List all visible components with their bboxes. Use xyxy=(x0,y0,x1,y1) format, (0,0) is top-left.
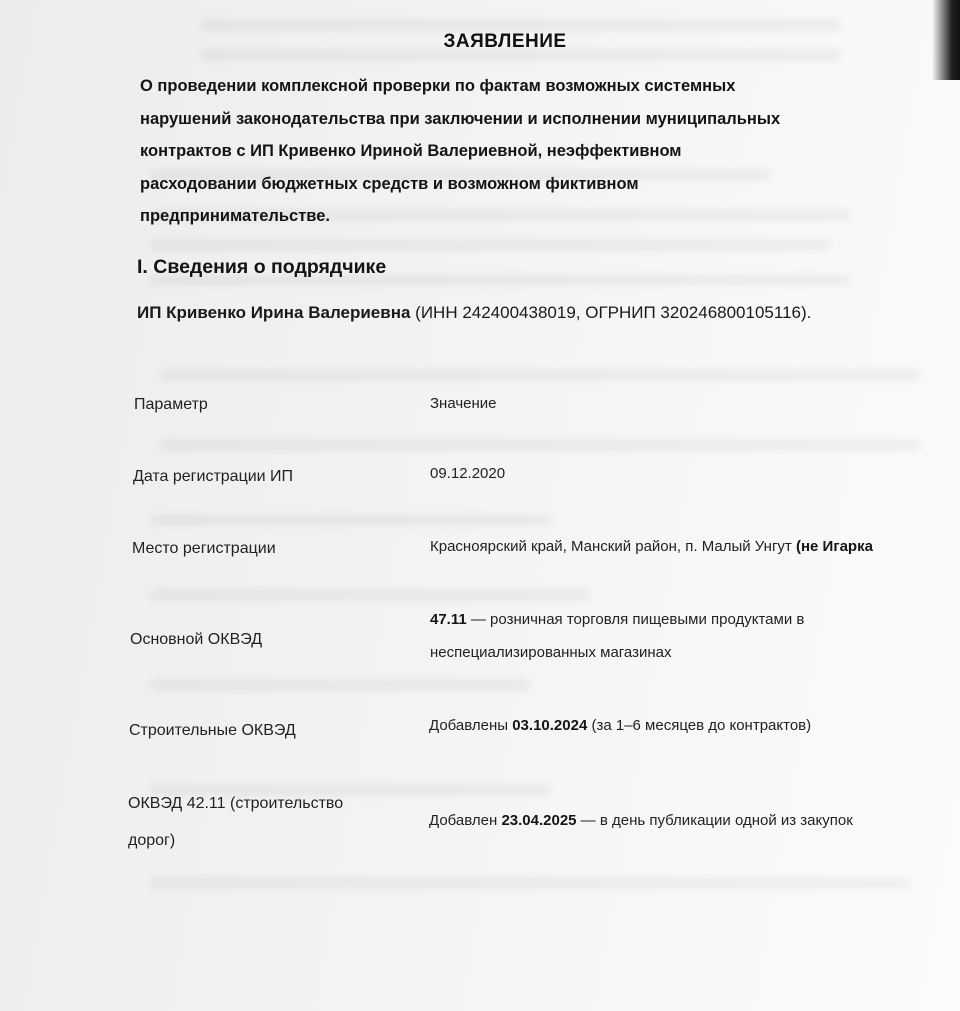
row-value-continued: неспециализированных магазинах xyxy=(430,644,672,661)
column-header-value: Значение xyxy=(430,395,497,412)
row-param: Дата регистрации ИП xyxy=(133,468,294,485)
row-value xyxy=(429,805,853,837)
document-subject: О проведении комплексной проверки по фактам возможных системных нарушений законодательства при заключении и исполнении муниципальных контрактов с ИП Кривенко Ириной Валериевной, неэффективном расходовании бюджетных средств и возможном фиктивном предпринимательстве. xyxy=(140,77,781,225)
row-value: 09.12.2020 xyxy=(430,465,506,482)
row-value-emphasis: (не Игарка xyxy=(795,538,873,555)
row-value-suffix: (за 1–6 месяцев до контрактов) xyxy=(587,717,812,734)
row-param-continued: дорог) xyxy=(128,832,176,849)
show-through-mark xyxy=(150,680,530,690)
row-value xyxy=(429,710,811,742)
row-value-prefix: Добавлены xyxy=(429,717,513,734)
row-value xyxy=(430,531,873,563)
show-through-mark xyxy=(160,440,920,450)
contractor-ids: (ИНН 242400438019, ОГРНИП 320246800105116). xyxy=(410,303,812,322)
row-value-text: — розничная торговля пищевыми продуктами в xyxy=(466,611,805,628)
row-param: Основной ОКВЭД xyxy=(130,631,263,648)
row-value-code: 47.11 xyxy=(430,611,467,628)
show-through-mark xyxy=(150,590,590,600)
section-heading-contractor: I. Сведения о подрядчике xyxy=(137,256,387,278)
row-value-text: Красноярский край, Манский район, п. Малый Унгут xyxy=(430,538,796,555)
row-value-date: 03.10.2024 xyxy=(512,717,588,734)
document-title: ЗАЯВЛЕНИЕ xyxy=(443,31,567,52)
contractor-name: ИП Кривенко Ирина Валериевна xyxy=(137,303,411,322)
contractor-info xyxy=(137,298,857,328)
show-through-mark xyxy=(150,878,910,888)
show-through-mark xyxy=(150,515,550,525)
row-value xyxy=(430,604,804,636)
show-through-mark xyxy=(150,240,830,250)
row-value-suffix: — в день публикации одной из закупок xyxy=(576,812,853,829)
row-value-prefix: Добавлен xyxy=(429,812,502,829)
row-value-date: 23.04.2025 xyxy=(501,812,577,829)
row-param: Строительные ОКВЭД xyxy=(129,722,296,739)
row-param: Место регистрации xyxy=(132,540,276,557)
show-through-mark xyxy=(160,370,920,380)
row-param: ОКВЭД 42.11 (строительство xyxy=(128,795,344,812)
show-through-mark xyxy=(200,20,840,30)
column-header-param: Параметр xyxy=(134,396,208,413)
